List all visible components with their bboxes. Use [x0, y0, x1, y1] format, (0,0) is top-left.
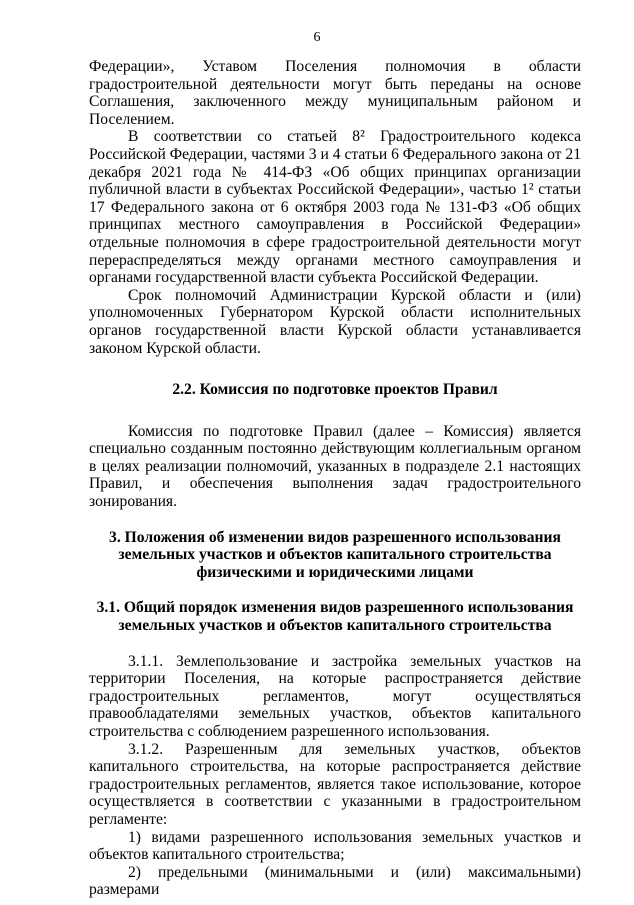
- section-3-1-heading: 3.1. Общий порядок изменения видов разрешенного использования земельных участков и объектов капитального строительства: [96, 599, 574, 635]
- paragraph-3-1-2: 3.1.2. Разрешенным для земельных участков, объектов капитального строительства, на которые распространяется действие градостроительных регламентов, является такое использование, которое осуществляется в соответствии с указанными в градостроительном регламенте:: [89, 740, 581, 828]
- page-body: [89, 58, 581, 899]
- paragraph-intro-3: Срок полномочий Администрации Курской области и (или) уполномоченных Губернатором Курской области исполнительных органов государственной власти Курской области устанавливается законом Курской области.: [89, 286, 581, 357]
- paragraph-intro-2: В соответствии со статьей 8² Градостроительного кодекса Российской Федерации, частями 3 и 4 статьи 6 Федерального закона от 21 декабря 2021 года № 414-ФЗ «Об общих принципах организации публичной власти в субъектах Российской Федерации», частью 1² статьи 17 Федерального закона от 6 октября 2003 года № 131-ФЗ «Об общих принципах местного самоуправления в Российской Федерации» отдельные полномочия в сфере градостроительной деятельности могут перераспределяться между органами местного самоуправления и органами государственной власти субъекта Российской Федерации.: [89, 128, 581, 287]
- page-number: 6: [313, 30, 321, 45]
- paragraph-intro-1: Федерации», Уставом Поселения полномочия в области градостроительной деятельности могут быть переданы на основе Соглашения, заключенного между муниципальным районом и Поселением.: [89, 58, 581, 128]
- section-2-2-paragraph: Комиссия по подготовке Правил (далее – Комиссия) является специально созданным постоянно действующим коллегиальным органом в целях реализации полномочий, указанных в подразделе 2.1 настоящих Правил, и обеспечения выполнения задач градостроительного зонирования.: [89, 422, 581, 511]
- section-3-heading: 3. Положения об изменении видов разрешенного использования земельных участков и объектов капитального строительства физическими и юридическими лицами: [109, 528, 561, 581]
- list-item-2: 2) предельными (минимальными и (или) максимальными) размерами: [89, 863, 581, 899]
- paragraph-3-1-1: 3.1.1. Землепользование и застройка земельных участков на территории Поселения, на которые распространяется действие градостроительных регламентов, могут осуществляться правообладателями земельных участков, объектов капитального строительства с соблюдением разрешенного использования.: [89, 652, 581, 740]
- section-2-2-heading: 2.2. Комиссия по подготовке проектов Правил: [172, 381, 498, 399]
- list-item-1: 1) видами разрешенного использования земельных участков и объектов капитального строительства;: [89, 828, 581, 864]
